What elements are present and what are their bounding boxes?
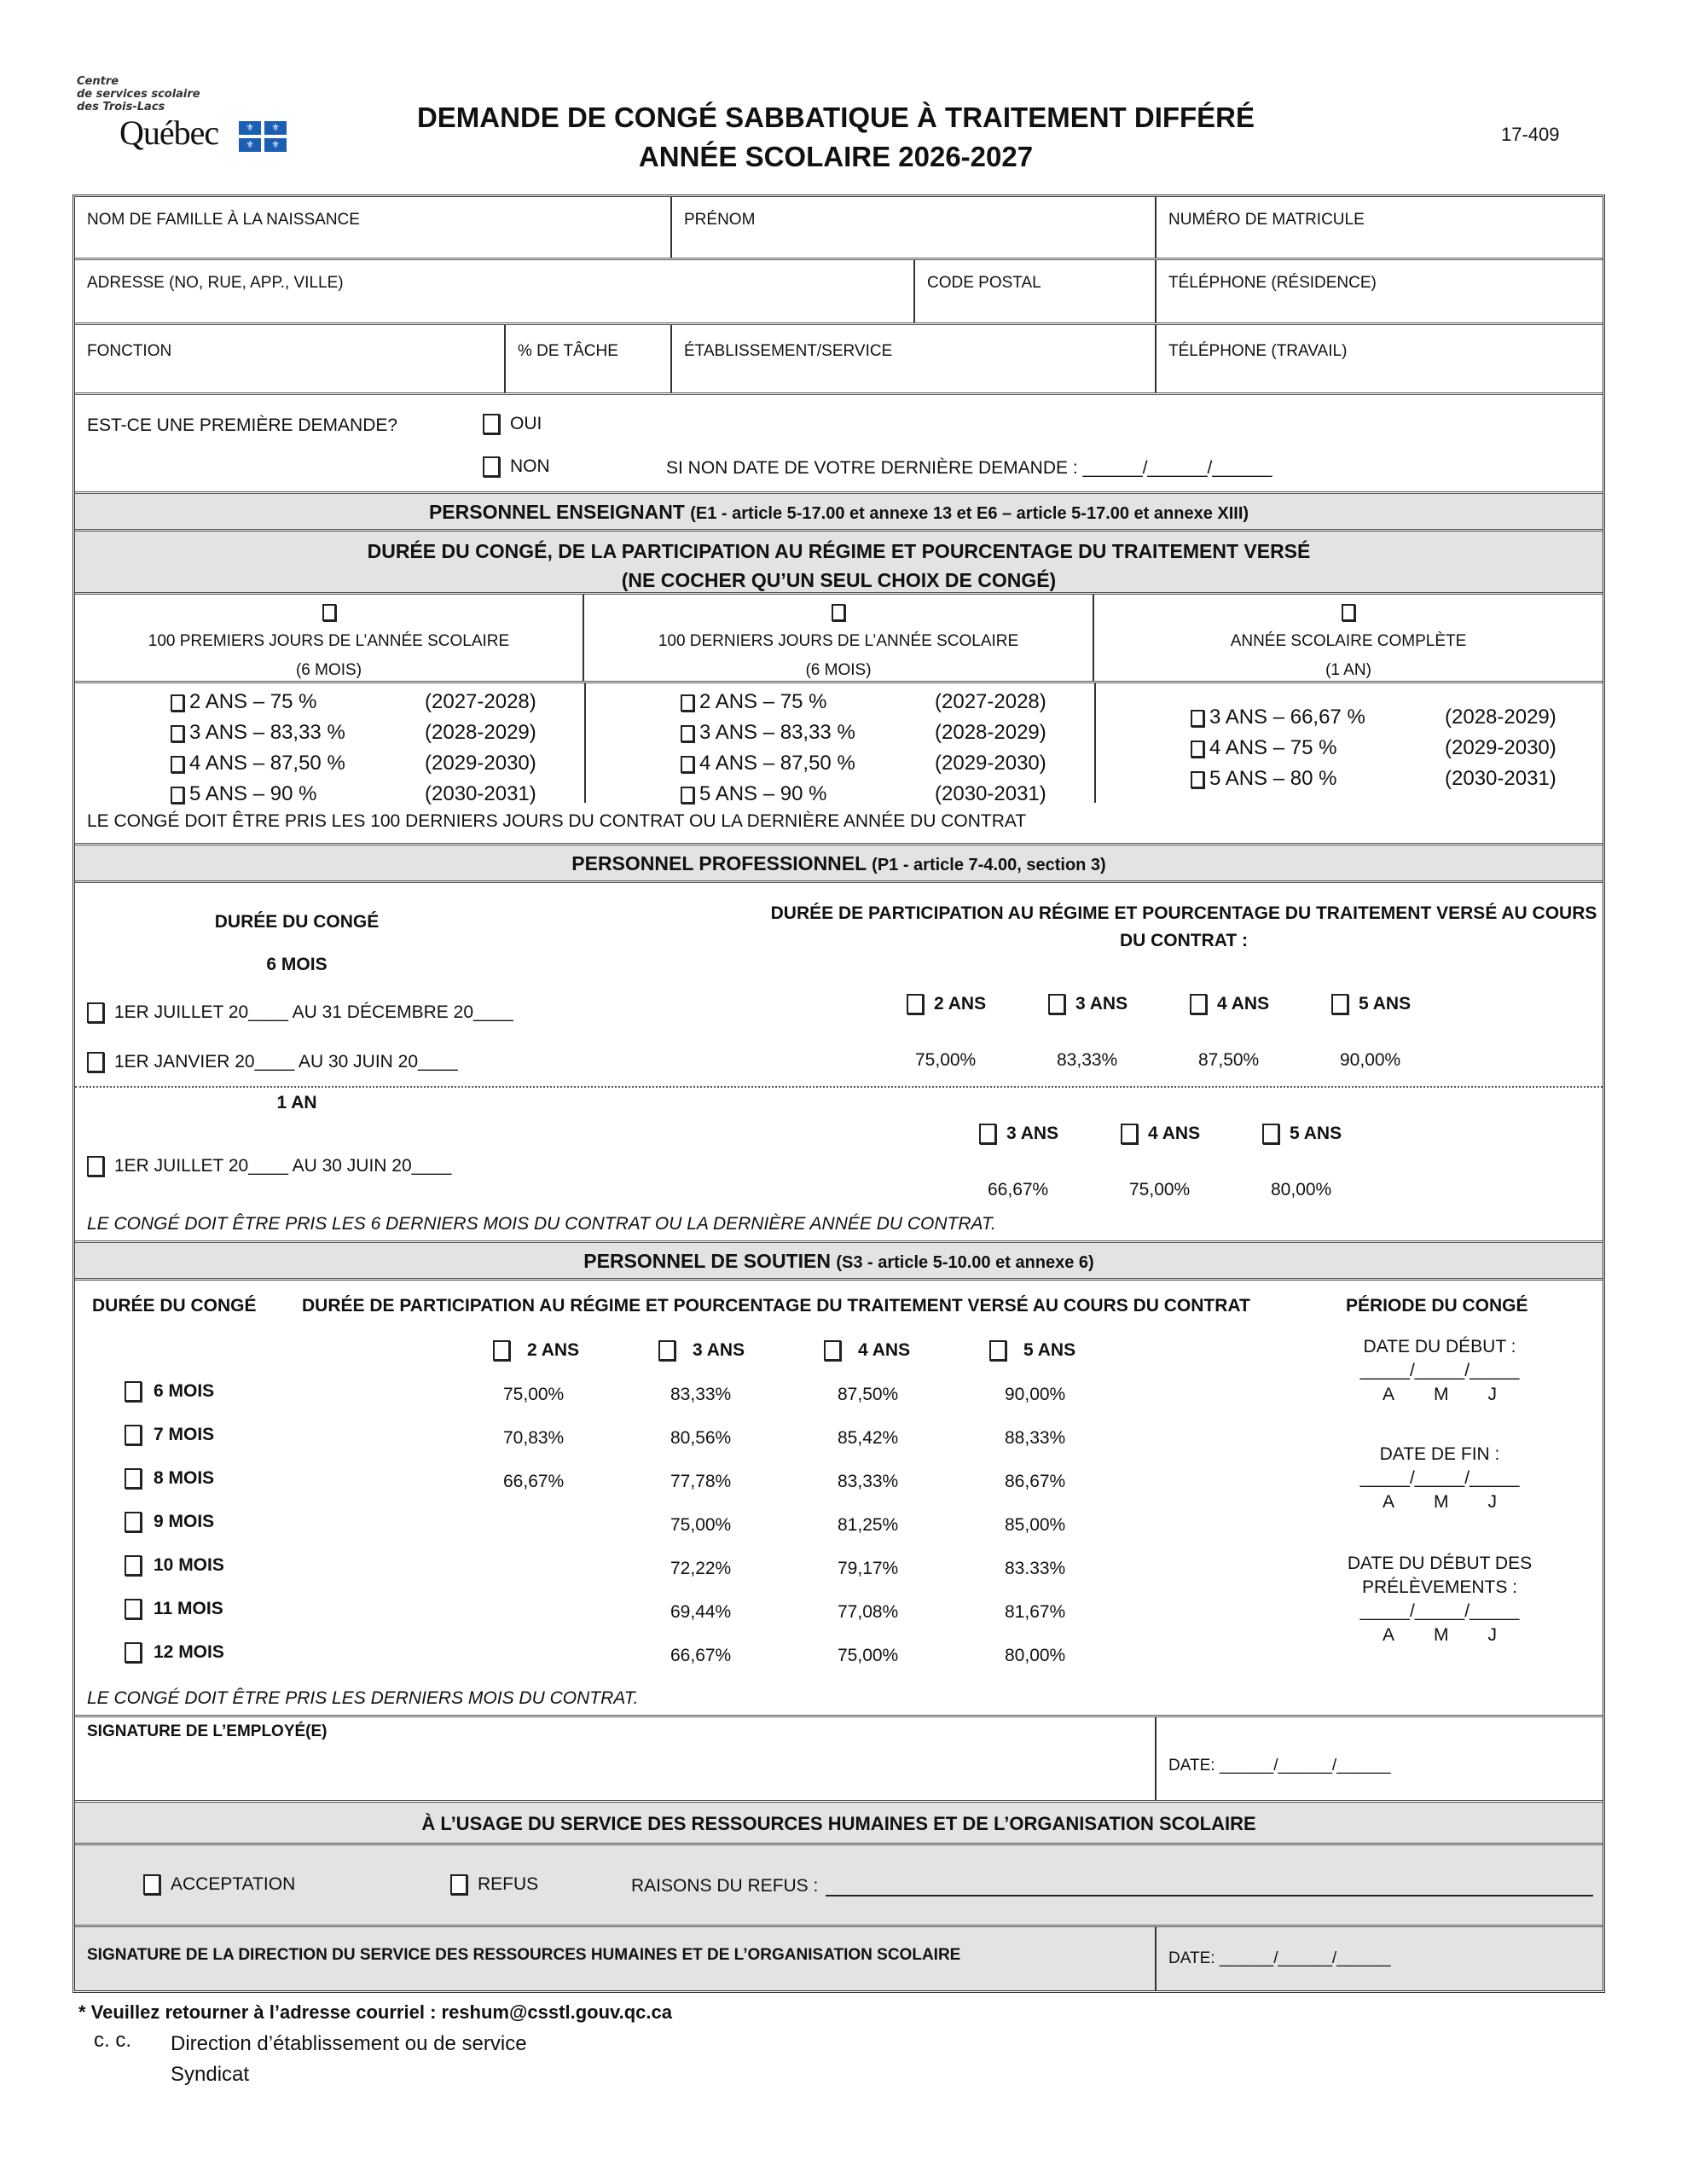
option-years: (2030-2031) — [425, 782, 536, 805]
soutien-duration-label: 6 MOIS — [154, 1381, 215, 1401]
tel-travail-field[interactable] — [1157, 325, 1603, 392]
matricule-label: NUMÉRO DE MATRICULE — [1168, 211, 1365, 229]
soutien-percent-cell: 83,33% — [838, 1472, 899, 1491]
professionnel-title-ref: (P1 - article 7-4.00, section 3) — [872, 856, 1106, 874]
soutien-percent-cell: 77,08% — [838, 1602, 899, 1622]
option-years: (2030-2031) — [935, 782, 1046, 805]
enseignant-option[interactable] — [171, 748, 536, 779]
rh-header — [75, 1803, 1603, 1845]
rh-decision-row — [75, 1845, 1603, 1927]
participation-option[interactable] — [1262, 1124, 1342, 1144]
cc-item: Syndicat — [171, 2063, 250, 2086]
enseignant-instruction: (NE COCHER QU’UN SEUL CHOIX DE CONGÉ) — [621, 569, 1057, 591]
soutien-duration-checkbox[interactable] — [125, 1599, 142, 1619]
amj-a: A — [1382, 1625, 1394, 1645]
last-request-date-label: SI NON DATE DE VOTRE DERNIÈRE DEMANDE : — [666, 458, 1078, 478]
option-years: (2028-2029) — [1445, 706, 1557, 729]
non-label: NON — [510, 456, 550, 476]
option-checkbox[interactable] — [681, 725, 694, 742]
soutien-year-label: 3 ANS — [693, 1340, 745, 1360]
etablissement-field[interactable] — [672, 325, 1157, 392]
soutien-date-amj — [1337, 1623, 1542, 1647]
soutien-percent-cell: 83,33% — [670, 1385, 732, 1404]
period-jan-jun-checkbox[interactable] — [87, 1052, 104, 1072]
enseignant-choice-derniers[interactable] — [584, 595, 1094, 681]
option-label: 4 ANS – 87,50 % — [699, 752, 855, 775]
option-checkbox[interactable] — [171, 694, 184, 712]
option-years: (2027-2028) — [935, 690, 1046, 713]
soutien-percent-cell: 86,67% — [1005, 1472, 1066, 1491]
professionnel-6mois-label: 6 MOIS — [266, 955, 328, 974]
quebec-flag-icon — [239, 121, 287, 152]
soutien-duration-label: 8 MOIS — [154, 1468, 215, 1488]
soutien-body — [75, 1281, 1603, 1717]
employee-date-field[interactable] — [1157, 1717, 1603, 1800]
soutien-date-input[interactable]: _____/_____/_____ — [1359, 1468, 1520, 1488]
direction-signature-row — [75, 1927, 1603, 1990]
option-years: (2029-2030) — [425, 752, 536, 775]
fleur-de-lis-icon: ⚜ — [239, 121, 261, 135]
soutien-note: LE CONGÉ DOIT ÊTRE PRIS LES DERNIERS MOIS DU CONTRAT. — [87, 1688, 639, 1708]
direction-date-field[interactable] — [1157, 1927, 1603, 1990]
participation-years: 4 ANS — [1148, 1124, 1201, 1143]
page-title — [392, 98, 1279, 177]
refus-checkbox[interactable] — [450, 1874, 467, 1895]
soutien-date-field[interactable] — [1337, 1335, 1542, 1407]
enseignant-option[interactable] — [171, 687, 536, 717]
participation-percent: 75,00% — [915, 1050, 977, 1070]
participation-option[interactable] — [1331, 994, 1411, 1014]
non-checkbox[interactable] — [483, 456, 500, 477]
participation-option[interactable] — [1190, 994, 1269, 1014]
etablissement-label: ÉTABLISSEMENT/SERVICE — [684, 342, 893, 360]
employee-signature-label: SIGNATURE DE L’EMPLOYÉ(E) — [87, 1722, 328, 1740]
participation-checkbox[interactable] — [907, 994, 924, 1014]
option-label: 4 ANS – 87,50 % — [189, 752, 345, 775]
participation-years: 3 ANS — [1006, 1124, 1059, 1143]
last-request-date-input[interactable]: ______/______/______ — [1082, 458, 1272, 478]
fleur-de-lis-icon: ⚜ — [239, 138, 261, 152]
participation-option[interactable] — [1121, 1124, 1200, 1144]
matricule-field[interactable] — [1157, 197, 1603, 258]
employee-date-label: DATE: — [1168, 1757, 1215, 1774]
soutien-duration-label: 10 MOIS — [154, 1555, 224, 1575]
acceptation-checkbox[interactable] — [143, 1874, 160, 1895]
soutien-year-label: 5 ANS — [1023, 1340, 1076, 1360]
soutien-duration-checkbox[interactable] — [125, 1555, 142, 1576]
period-jul-dec[interactable] — [87, 1002, 513, 1023]
option-checkbox[interactable] — [681, 756, 694, 773]
enseignant-subheader — [75, 531, 1603, 595]
soutien-date-input[interactable]: _____/_____/_____ — [1359, 1601, 1520, 1621]
option-checkbox[interactable] — [171, 725, 184, 742]
csstl-logo — [77, 75, 299, 152]
professionnel-duree-label: DURÉE DU CONGÉ — [214, 912, 380, 932]
option-years: (2029-2030) — [1445, 736, 1557, 759]
participation-option[interactable] — [979, 1124, 1058, 1144]
derniers-jours-label: 100 DERNIERS JOURS DE L’ANNÉE SCOLAIRE — [658, 632, 1019, 650]
participation-checkbox[interactable] — [1121, 1124, 1138, 1144]
direction-date-input[interactable]: ______/______/______ — [1219, 1949, 1391, 1967]
soutien-duration-option[interactable] — [125, 1381, 214, 1402]
participation-percent: 75,00% — [1129, 1180, 1191, 1199]
enseignant-subtitle: DURÉE DU CONGÉ, DE LA PARTICIPATION AU RÉGIME ET POURCENTAGE DU TRAITEMENT VERSÉ — [367, 540, 1311, 562]
soutien-duration-option[interactable] — [125, 1555, 224, 1576]
code-postal-field[interactable] — [915, 260, 1157, 322]
soutien-duration-checkbox[interactable] — [125, 1381, 142, 1402]
soutien-date-label: DATE DE FIN : — [1379, 1444, 1500, 1464]
soutien-date-field[interactable] — [1337, 1552, 1542, 1647]
soutien-date-label: DATE DU DÉBUT : — [1363, 1337, 1516, 1356]
period-jul-dec-checkbox[interactable] — [87, 1002, 104, 1023]
participation-years: 3 ANS — [1075, 994, 1128, 1014]
direction-signature-label: SIGNATURE DE LA DIRECTION DU SERVICE DES RESSOURCES HUMAINES ET DE L’ORGANISATION SCOLAIRE — [87, 1946, 961, 1964]
fleur-de-lis-icon: ⚜ — [264, 138, 287, 152]
amj-j: J — [1487, 1492, 1497, 1512]
annee-complete-checkbox[interactable] — [1342, 604, 1355, 621]
tel-residence-label: TÉLÉPHONE (RÉSIDENCE) — [1168, 274, 1377, 292]
option-checkbox[interactable] — [1191, 710, 1204, 727]
nom-field[interactable] — [75, 197, 672, 258]
derniers-jours-duration: (6 MOIS) — [805, 661, 872, 679]
title-line-1: DEMANDE DE CONGÉ SABBATIQUE À TRAITEMENT DIFFÉRÉ — [416, 102, 1255, 133]
option-years: (2027-2028) — [425, 690, 536, 713]
raisons-refus-input[interactable] — [826, 1895, 1593, 1896]
enseignant-note: LE CONGÉ DOIT ÊTRE PRIS LES 100 DERNIERS JOURS DU CONTRAT OU LA DERNIÈRE ANNÉE DU CONTRAT — [87, 811, 1027, 831]
participation-percent: 90,00% — [1340, 1050, 1401, 1070]
amj-m: M — [1433, 1492, 1449, 1512]
participation-years: 5 ANS — [1290, 1124, 1342, 1143]
soutien-percent-cell: 87,50% — [838, 1385, 899, 1404]
enseignant-title-ref: (E1 - article 5-17.00 et annexe 13 et E6 – article 5-17.00 et annexe XIII) — [690, 504, 1249, 523]
participation-checkbox[interactable] — [979, 1124, 996, 1144]
soutien-duration-checkbox[interactable] — [125, 1425, 142, 1445]
logo-line: des Trois-Lacs — [77, 101, 165, 113]
premiers-jours-checkbox[interactable] — [322, 604, 336, 621]
option-label: 3 ANS – 83,33 % — [699, 721, 855, 744]
premiers-jours-label: 100 PREMIERS JOURS DE L’ANNÉE SCOLAIRE — [148, 632, 510, 650]
participation-years: 5 ANS — [1359, 994, 1412, 1014]
soutien-year-label: 2 ANS — [527, 1340, 580, 1360]
enseignant-option[interactable] — [171, 717, 536, 748]
employee-signature-row — [75, 1717, 1603, 1803]
adresse-label: ADRESSE (NO, RUE, APP., VILLE) — [87, 274, 344, 292]
soutien-percent-cell: 72,22% — [670, 1559, 732, 1578]
soutien-percent-cell: 81,67% — [1005, 1602, 1066, 1622]
first-request-row — [75, 395, 1603, 494]
option-checkbox[interactable] — [1191, 741, 1204, 758]
soutien-duration-label: 12 MOIS — [154, 1642, 224, 1662]
enseignant-choice-row — [75, 595, 1603, 683]
soutien-year-checkbox[interactable] — [493, 1340, 510, 1361]
enseignant-header — [75, 494, 1603, 531]
soutien-duration-checkbox[interactable] — [125, 1468, 142, 1489]
identity-row-3 — [75, 325, 1603, 395]
participation-percent: 80,00% — [1271, 1180, 1332, 1199]
participation-option[interactable] — [1048, 994, 1128, 1014]
form-code: 17-409 — [1501, 124, 1560, 145]
logo-wordmark: Québec — [119, 113, 219, 152]
return-email-note: * Veuillez retourner à l’adresse courriel : reshum@csstl.gouv.qc.ca — [78, 2001, 672, 2023]
soutien-percent-cell: 75,00% — [503, 1385, 565, 1404]
period-jan-jun-label: 1ER JANVIER 20____ AU 30 JUIN 20____ — [114, 1052, 458, 1072]
derniers-jours-checkbox[interactable] — [832, 604, 845, 621]
tache-field[interactable] — [506, 325, 672, 392]
soutien-year-option[interactable] — [824, 1340, 910, 1361]
rh-title: À L’USAGE DU SERVICE DES RESSOURCES HUMAINES ET DE L’ORGANISATION SCOLAIRE — [421, 1813, 1256, 1834]
soutien-duration-option[interactable] — [125, 1512, 214, 1532]
participation-checkbox[interactable] — [1190, 994, 1207, 1014]
soutien-year-checkbox[interactable] — [824, 1340, 841, 1361]
soutien-percent-cell: 75,00% — [838, 1646, 899, 1665]
period-jul-jun[interactable] — [87, 1156, 451, 1176]
enseignant-choice-annee[interactable] — [1094, 595, 1603, 681]
nom-label: NOM DE FAMILLE À LA NAISSANCE — [87, 211, 360, 229]
tel-travail-label: TÉLÉPHONE (TRAVAIL) — [1168, 342, 1348, 360]
fleur-de-lis-icon: ⚜ — [264, 121, 287, 135]
participation-checkbox[interactable] — [1048, 994, 1065, 1014]
prenom-field[interactable] — [672, 197, 1157, 258]
soutien-duration-checkbox[interactable] — [125, 1512, 142, 1532]
enseignant-option[interactable] — [1191, 733, 1557, 764]
period-jul-jun-checkbox[interactable] — [87, 1156, 104, 1176]
oui-option[interactable] — [483, 414, 542, 434]
option-years: (2028-2029) — [935, 721, 1046, 744]
enseignant-option[interactable] — [171, 779, 536, 810]
period-jan-jun[interactable] — [87, 1052, 458, 1072]
enseignant-options-row — [75, 683, 1603, 845]
soutien-year-option[interactable] — [658, 1340, 745, 1361]
participation-percent: 83,33% — [1057, 1050, 1118, 1070]
non-option[interactable] — [483, 456, 550, 477]
participation-percent: 66,67% — [988, 1180, 1049, 1199]
participation-option[interactable] — [907, 994, 986, 1014]
soutien-percent-cell: 83.33% — [1005, 1559, 1066, 1578]
option-years: (2028-2029) — [425, 721, 536, 744]
soutien-percent-cell: 80,00% — [1005, 1646, 1066, 1665]
acceptation-label: ACCEPTATION — [171, 1874, 296, 1894]
soutien-percent-cell: 69,44% — [670, 1602, 732, 1622]
option-label: 3 ANS – 66,67 % — [1209, 706, 1365, 729]
employee-date-input[interactable]: ______/______/______ — [1219, 1757, 1391, 1774]
logo-line: Centre — [77, 75, 119, 88]
soutien-date-label: DATE DU DÉBUT DES PRÉLÈVEMENTS : — [1347, 1554, 1533, 1597]
enseignant-option[interactable] — [1191, 764, 1557, 794]
premiers-jours-options — [171, 687, 536, 810]
soutien-percent-cell: 66,67% — [503, 1472, 565, 1491]
logo-org-name — [77, 75, 299, 113]
identity-row-1 — [75, 197, 1603, 260]
premiers-jours-duration: (6 MOIS) — [295, 661, 362, 679]
enseignant-title: PERSONNEL ENSEIGNANT — [428, 501, 685, 523]
option-years: (2030-2031) — [1445, 767, 1557, 790]
soutien-percent-cell: 66,67% — [670, 1646, 732, 1665]
professionnel-note: LE CONGÉ DOIT ÊTRE PRIS LES 6 DERNIERS MOIS DU CONTRAT OU LA DERNIÈRE ANNÉE DU CONTRAT. — [87, 1214, 996, 1234]
employee-signature-field[interactable] — [75, 1717, 1157, 1800]
enseignant-option[interactable] — [681, 779, 1046, 810]
soutien-year-label: 4 ANS — [858, 1340, 911, 1360]
soutien-date-field[interactable] — [1337, 1443, 1542, 1514]
participation-years: 4 ANS — [1217, 994, 1270, 1014]
professionnel-6mois-row — [75, 883, 1603, 1088]
acceptation-option[interactable] — [143, 1874, 295, 1895]
direction-date-label: DATE: — [1168, 1949, 1215, 1967]
soutien-header — [75, 1243, 1603, 1281]
professionnel-participation-label: DURÉE DE PARTICIPATION AU RÉGIME ET POURCENTAGE DU TRAITEMENT VERSÉ AU COURS DU CONTRAT : — [770, 903, 1597, 950]
annee-complete-label: ANNÉE SCOLAIRE COMPLÈTE — [1230, 632, 1467, 650]
soutien-title: PERSONNEL DE SOUTIEN — [583, 1250, 831, 1272]
soutien-percent-cell: 77,78% — [670, 1472, 732, 1491]
soutien-percent-cell: 88,33% — [1005, 1428, 1066, 1448]
soutien-date-amj — [1337, 1490, 1542, 1514]
soutien-year-checkbox[interactable] — [989, 1340, 1006, 1361]
option-label: 3 ANS – 83,33 % — [189, 721, 345, 744]
option-checkbox[interactable] — [1191, 771, 1204, 788]
soutien-percent-cell: 70,83% — [503, 1428, 565, 1448]
option-label: 5 ANS – 80 % — [1209, 767, 1337, 790]
soutien-periode-header: PÉRIODE DU CONGÉ — [1346, 1296, 1528, 1316]
enseignant-choice-premiers[interactable] — [75, 595, 584, 681]
soutien-duree-header: DURÉE DU CONGÉ — [92, 1296, 257, 1316]
amj-j: J — [1487, 1625, 1497, 1645]
option-years: (2029-2030) — [935, 752, 1046, 775]
oui-label: OUI — [510, 414, 542, 433]
option-label: 4 ANS – 75 % — [1209, 736, 1337, 759]
code-postal-label: CODE POSTAL — [927, 274, 1041, 292]
tel-residence-field[interactable] — [1157, 260, 1603, 322]
derniers-jours-options — [681, 687, 1046, 810]
participation-years: 2 ANS — [934, 994, 987, 1014]
participation-checkbox[interactable] — [1331, 994, 1348, 1014]
professionnel-header — [75, 845, 1603, 883]
participation-percent: 87,50% — [1198, 1050, 1260, 1070]
tache-label: % DE TÂCHE — [518, 342, 618, 360]
soutien-participation-header: DURÉE DE PARTICIPATION AU RÉGIME ET POURCENTAGE DU TRAITEMENT VERSÉ AU COURS DU CONTRAT — [302, 1296, 1250, 1316]
prenom-label: PRÉNOM — [684, 211, 756, 229]
soutien-title-ref: (S3 - article 5-10.00 et annexe 6) — [836, 1253, 1094, 1272]
raisons-refus-label: RAISONS DU REFUS : — [631, 1876, 819, 1896]
soutien-duration-option[interactable] — [125, 1425, 214, 1445]
option-checkbox[interactable] — [681, 694, 694, 712]
soutien-duration-label: 7 MOIS — [154, 1425, 215, 1444]
option-label: 5 ANS – 90 % — [699, 782, 827, 805]
amj-a: A — [1382, 1492, 1394, 1512]
soutien-percent-cell: 85,00% — [1005, 1515, 1066, 1535]
adresse-field[interactable] — [75, 260, 915, 322]
amj-a: A — [1382, 1385, 1394, 1404]
refus-label: REFUS — [478, 1874, 539, 1894]
last-request-date — [666, 458, 1272, 479]
soutien-duration-option[interactable] — [125, 1642, 224, 1663]
enseignant-option[interactable] — [681, 748, 1046, 779]
option-checkbox[interactable] — [681, 787, 694, 804]
cc-list — [171, 2029, 527, 2090]
refus-option[interactable] — [450, 1874, 538, 1895]
annee-complete-duration: (1 AN) — [1325, 661, 1371, 679]
fonction-field[interactable] — [75, 325, 506, 392]
soutien-percent-cell: 80,56% — [670, 1428, 732, 1448]
soutien-year-checkbox[interactable] — [658, 1340, 675, 1361]
soutien-percent-cell: 75,00% — [670, 1515, 732, 1535]
professionnel-1an-row — [75, 1088, 1603, 1243]
soutien-duration-option[interactable] — [125, 1599, 223, 1619]
soutien-percent-cell: 85,42% — [838, 1428, 899, 1448]
option-label: 2 ANS – 75 % — [699, 690, 827, 713]
soutien-percent-cell: 79,17% — [838, 1559, 899, 1578]
option-checkbox[interactable] — [171, 756, 184, 773]
enseignant-option[interactable] — [681, 717, 1046, 748]
soutien-duration-option[interactable] — [125, 1468, 214, 1489]
option-checkbox[interactable] — [171, 787, 184, 804]
enseignant-option[interactable] — [681, 687, 1046, 717]
option-label: 5 ANS – 90 % — [189, 782, 317, 805]
cc-label: c. c. — [94, 2029, 132, 2052]
title-line-2: ANNÉE SCOLAIRE 2026-2027 — [638, 141, 1034, 172]
enseignant-option[interactable] — [1191, 702, 1557, 733]
soutien-year-option[interactable] — [989, 1340, 1075, 1361]
period-jul-jun-label: 1ER JUILLET 20____ AU 30 JUIN 20____ — [114, 1156, 452, 1176]
soutien-date-amj — [1337, 1383, 1542, 1407]
direction-signature-field[interactable] — [75, 1927, 1157, 1990]
period-jul-dec-label: 1ER JUILLET 20____ AU 31 DÉCEMBRE 20____ — [114, 1002, 513, 1022]
soutien-duration-label: 9 MOIS — [154, 1512, 215, 1531]
soutien-year-option[interactable] — [493, 1340, 579, 1361]
option-label: 2 ANS – 75 % — [189, 690, 317, 713]
amj-m: M — [1433, 1385, 1449, 1404]
first-request-question: EST-CE UNE PREMIÈRE DEMANDE? — [87, 415, 398, 435]
soutien-duration-checkbox[interactable] — [125, 1642, 142, 1663]
amj-m: M — [1433, 1625, 1449, 1645]
soutien-percent-cell: 90,00% — [1005, 1385, 1066, 1404]
oui-checkbox[interactable] — [483, 414, 500, 434]
fonction-label: FONCTION — [87, 342, 172, 360]
participation-checkbox[interactable] — [1262, 1124, 1279, 1144]
soutien-date-input[interactable]: _____/_____/_____ — [1359, 1361, 1520, 1380]
professionnel-1an-label: 1 AN — [276, 1093, 317, 1112]
cc-item: Direction d’établissement ou de service — [171, 2032, 527, 2055]
identity-row-2 — [75, 260, 1603, 325]
form-table — [72, 195, 1605, 1993]
amj-j: J — [1487, 1385, 1497, 1404]
soutien-percent-cell: 81,25% — [838, 1515, 899, 1535]
professionnel-title: PERSONNEL PROFESSIONNEL — [571, 852, 867, 874]
soutien-duration-label: 11 MOIS — [154, 1599, 223, 1618]
logo-line: de services scolaire — [77, 88, 200, 101]
annee-complete-options — [1191, 702, 1557, 794]
